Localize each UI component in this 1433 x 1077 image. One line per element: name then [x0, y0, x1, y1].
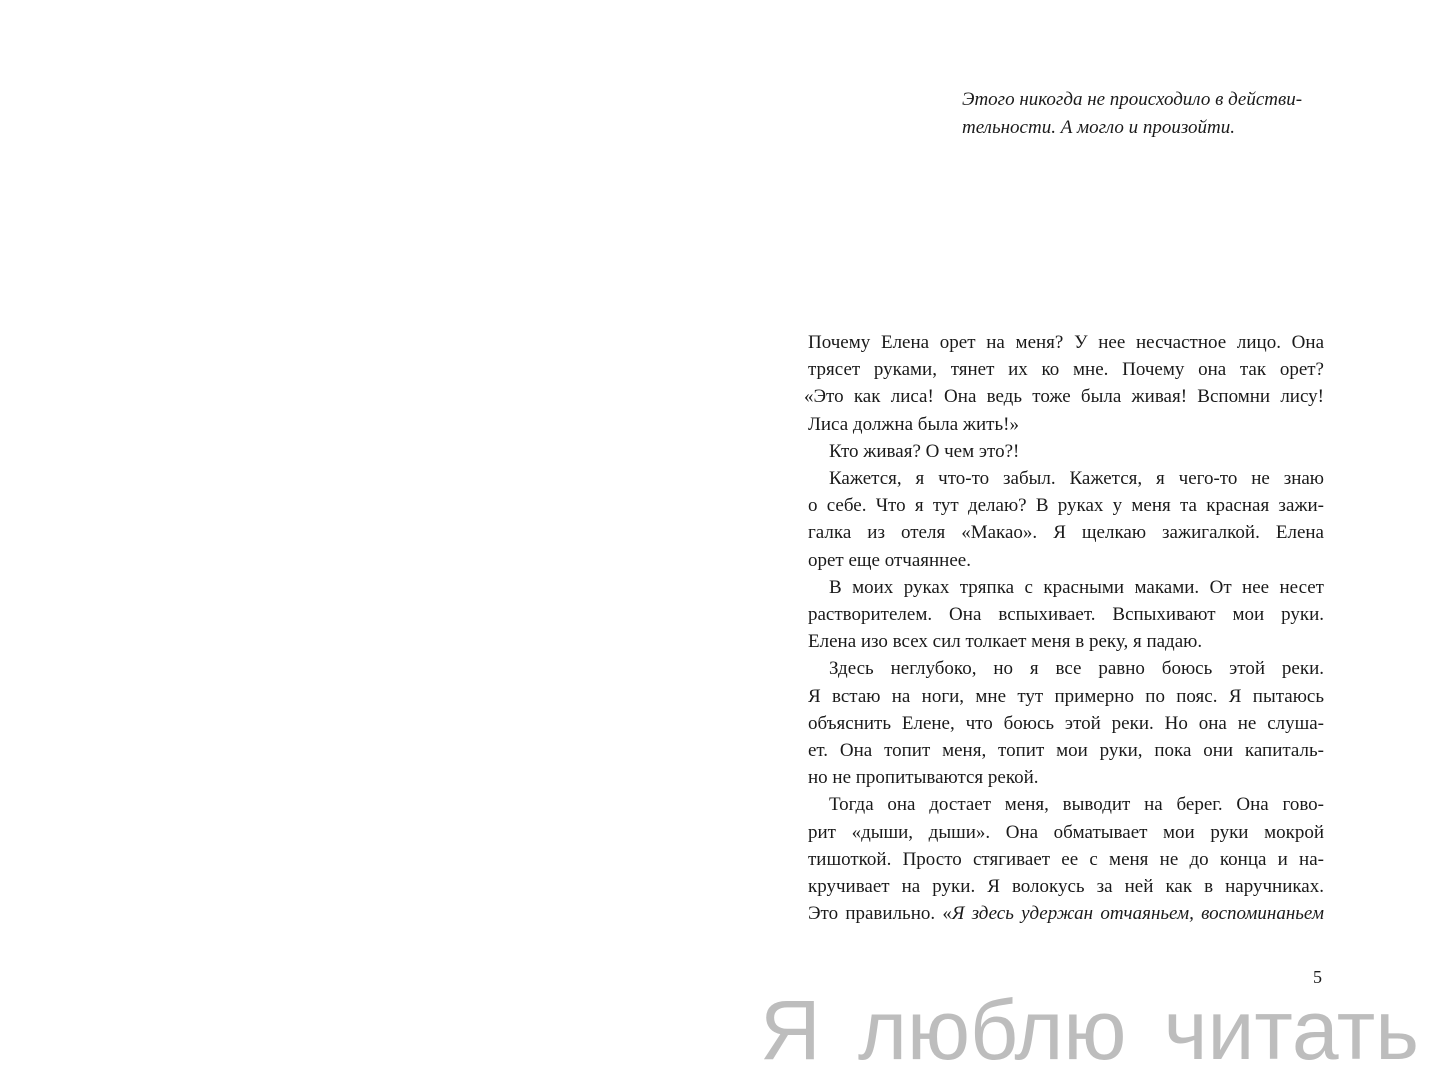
italic-quote: Я здесь удержан отчаяньем, воспоминаньем [951, 903, 1324, 925]
text-line: орет еще отчаяннее. [808, 549, 971, 571]
text-line: но не пропитываются рекой. [808, 767, 1039, 789]
text-line [808, 900, 1324, 927]
text-line: Здесь неглубоко, но я все равно боюсь этой реки. [829, 658, 1324, 680]
text-line: Я встаю на ноги, мне тут примерно по пояс. Я пытаюсь [808, 685, 1324, 707]
epigraph [962, 86, 1324, 142]
page-number: 5 [1313, 967, 1322, 987]
text-line: Почему Елена орет на меня? У нее несчастное лицо. Она [808, 332, 1324, 353]
text-line: объяснить Елене, что боюсь этой реки. Но она не слуша- [808, 712, 1324, 734]
text-line: о себе. Что я тут делаю? В руках у меня та красная зажи- [808, 495, 1324, 517]
text-line: Елена изо всех сил толкает меня в реку, я падаю. [808, 631, 1203, 653]
text-line: Тогда она достает меня, выводит на берег. Она гово- [829, 794, 1324, 816]
text-line: Кто живая? О чем это?! [829, 440, 1020, 462]
text-line: «Это как лиса! Она ведь тоже была живая! Вспомни лису! [804, 386, 1324, 408]
text-line: трясет руками, тянет их ко мне. Почему она так орет? [808, 359, 1324, 381]
chapter-text [804, 329, 1324, 927]
epigraph-line: тельности. А могло и произойти. [962, 117, 1235, 138]
text-line: рит «дыши, дыши». Она обматывает мои руки мокрой [808, 821, 1324, 843]
text-line: растворителем. Она вспыхивает. Вспыхивают мои руки. [808, 604, 1324, 626]
text-line: галка из отеля «Макао». Я щелкаю зажигалкой. Елена [808, 522, 1324, 544]
text-line: ет. Она топит меня, топит мои руки, пока они капиталь- [808, 740, 1324, 762]
epigraph-line: Этого никогда не происходило в действи- [962, 89, 1303, 110]
text-line: тишоткой. Просто стягивает ее с меня не до конца и на- [808, 848, 1324, 870]
text-line: кручивает на руки. Я волокусь за ней как в наручниках. [808, 876, 1324, 898]
text-fragment: Это правильно. « [808, 903, 952, 925]
text-line: В моих руках тряпка с красными маками. От нее несет [829, 576, 1324, 598]
text-line: Лиса должна была жить!» [808, 413, 1019, 435]
text-line: Кажется, я что-то забыл. Кажется, я чего-то не знаю [829, 468, 1324, 490]
watermark: Я люблю читать [760, 983, 1420, 1077]
